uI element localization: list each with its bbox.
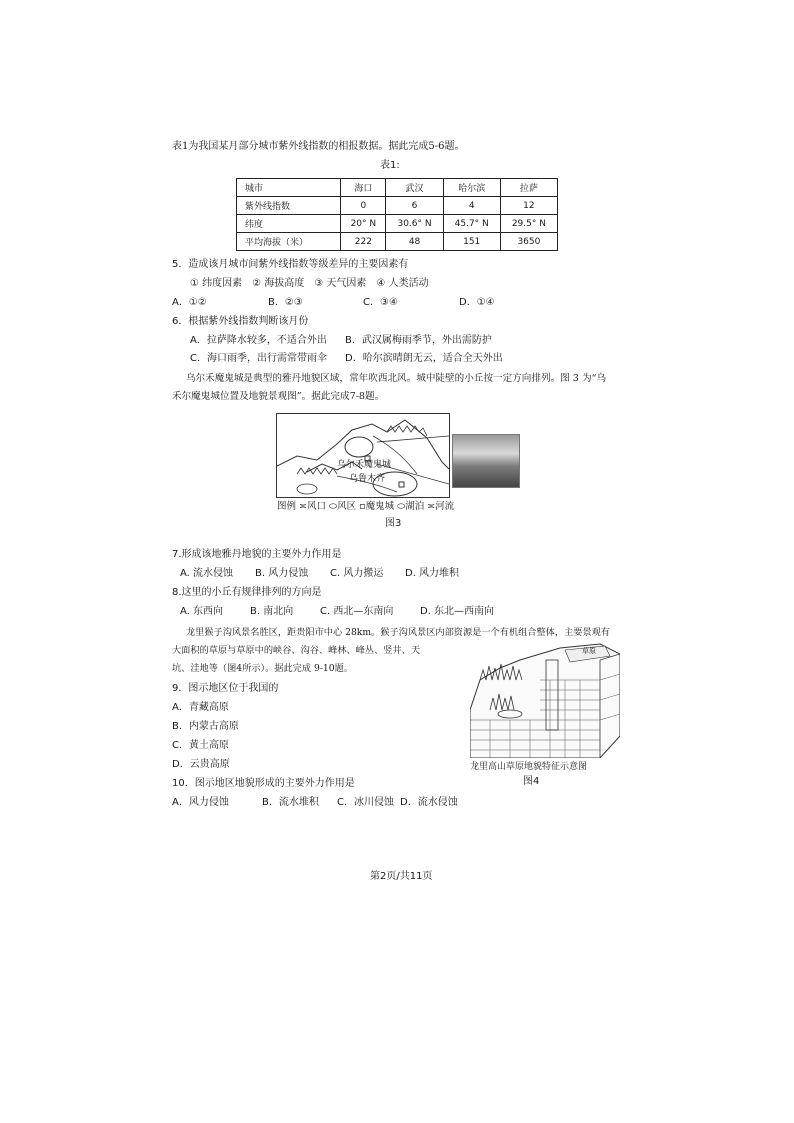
table-cell: 151 [443, 233, 500, 251]
q8-option-a[interactable]: A. 东西向 [180, 606, 224, 617]
q5-stem: 5．造成该月城市间紫外线指数等级差异的主要因素有 [172, 259, 409, 270]
figure4-caption-title: 龙里高山草原地貌特征示意图 [470, 762, 588, 772]
table-cell: 纬度 [237, 215, 341, 233]
page-number: 第2页/共11页 [370, 871, 433, 882]
uv-index-table [236, 178, 558, 251]
q9-option-a[interactable]: A．青藏高原 [172, 702, 229, 713]
q6-option-d[interactable]: D．哈尔滨晴朗无云，适合全天外出 [345, 353, 503, 364]
q9-option-b[interactable]: B．内蒙古高原 [172, 721, 239, 732]
table-header-cell: 武汉 [386, 179, 443, 197]
table-cell: 6 [386, 197, 443, 215]
q8-option-d[interactable]: D. 东北—西南向 [420, 606, 495, 617]
q7-option-d[interactable]: D. 风力堆积 [405, 568, 460, 579]
q10-stem: 10．图示地区地貌形成的主要外力作用是 [172, 778, 355, 789]
figure3-caption: 图3 [385, 518, 402, 529]
q7-stem: 7.形成该地雅丹地貌的主要外力作用是 [172, 549, 342, 560]
figure3-label-urho: 乌尔禾魔鬼城 [337, 460, 392, 470]
q6-option-a[interactable]: A．拉萨降水较多，不适合外出 [190, 335, 327, 346]
table-cell: 12 [500, 197, 557, 215]
q7-option-a[interactable]: A. 流水侵蚀 [180, 568, 234, 579]
table-cell: 29.5° N [500, 215, 557, 233]
q9-option-c[interactable]: C．黄土高原 [172, 740, 229, 751]
q10-option-c[interactable]: C．冰川侵蚀 [337, 797, 394, 808]
intro-9-10-line1: 龙里猴子沟风景名胜区，距贵阳市中心 28km。猴子沟风景区内部资源是一个有机组合整体，主要景观有 [186, 627, 610, 638]
table-header-cell: 哈尔滨 [443, 179, 500, 197]
table-cell: 平均海拔（米） [237, 233, 341, 251]
q10-option-b[interactable]: B．流水堆积 [262, 797, 319, 808]
q7-option-b[interactable]: B. 风力侵蚀 [255, 568, 309, 579]
intro-9-10-line3: 坑、洼地等（图4所示）。据此完成 9-10题。 [172, 663, 353, 674]
intro-7-8-line1: 乌尔禾魔鬼城是典型的雅丹地貌区域，常年吹西北风。城中陡壁的小丘按一定方向排列。图 3 为“乌 [186, 373, 607, 384]
q8-stem: 8.这里的小丘有规律排列的方向是 [172, 587, 322, 598]
figure3-legend: 图例 ≍风口 ⬭风区 ▫魔鬼城 ⬭湖泊 ≍河流 [277, 501, 455, 512]
intro-5-6: 表1为我国某月部分城市紫外线指数的相报数据。据此完成5-6题。 [172, 141, 465, 152]
figure4-drawing [470, 640, 620, 758]
table-cell: 222 [341, 233, 386, 251]
q5-option-c[interactable]: C．③④ [363, 297, 398, 308]
q9-option-d[interactable]: D．云贵高原 [172, 759, 230, 770]
q10-option-d[interactable]: D．流水侵蚀 [400, 797, 458, 808]
yardang-landscape-photo [452, 434, 520, 488]
figure3-label-urumqi: 乌鲁木齐 [349, 474, 386, 484]
table-cell: 45.7° N [443, 215, 500, 233]
table-row [237, 233, 558, 251]
figure4-block-diagram [470, 640, 620, 758]
q5-option-d[interactable]: D．①④ [459, 297, 495, 308]
figure4-label-grassland: 草原 [582, 647, 596, 655]
table-cell: 30.6° N [386, 215, 443, 233]
table-cell: 0 [341, 197, 386, 215]
table-cell: 20° N [341, 215, 386, 233]
table-row [237, 215, 558, 233]
q6-option-b[interactable]: B．武汉属梅雨季节，外出需防护 [345, 335, 492, 346]
table-row [237, 197, 558, 215]
q7-option-c[interactable]: C. 风力搬运 [330, 568, 384, 579]
table-header-cell: 城市 [237, 179, 341, 197]
q5-factors: ① 纬度因素 ② 海拔高度 ③ 天气因素 ④ 人类活动 [190, 278, 429, 289]
q9-stem: 9．图示地区位于我国的 [172, 683, 279, 694]
table-cell: 4 [443, 197, 500, 215]
q5-option-a[interactable]: A．①② [172, 297, 207, 308]
figure4-caption: 图4 [523, 776, 540, 787]
table-header-cell: 拉萨 [500, 179, 557, 197]
q8-option-c[interactable]: C. 西北—东南向 [320, 606, 394, 617]
intro-7-8-line2: 禾尔魔鬼城位置及地貌景观图”。据此完成7-8题。 [172, 391, 385, 402]
q8-option-b[interactable]: B. 南北向 [250, 606, 294, 617]
q6-stem: 6．根据紫外线指数判断该月份 [172, 316, 309, 327]
table-header-cell: 海口 [341, 179, 386, 197]
table-cell: 紫外线指数 [237, 197, 341, 215]
table1-caption: 表1: [380, 160, 400, 171]
q5-option-b[interactable]: B．②③ [268, 297, 303, 308]
table-cell: 3650 [500, 233, 557, 251]
q6-option-c[interactable]: C．海口雨季，出行需常带雨伞 [190, 353, 327, 364]
intro-9-10-line2: 大面积的草原与草原中的峡谷、沟谷、峰林、峰丛、竖井、天 [172, 645, 421, 656]
figure3-map [276, 413, 450, 498]
table-header-row [237, 179, 558, 197]
q10-option-a[interactable]: A．风力侵蚀 [172, 797, 229, 808]
table-cell: 48 [386, 233, 443, 251]
